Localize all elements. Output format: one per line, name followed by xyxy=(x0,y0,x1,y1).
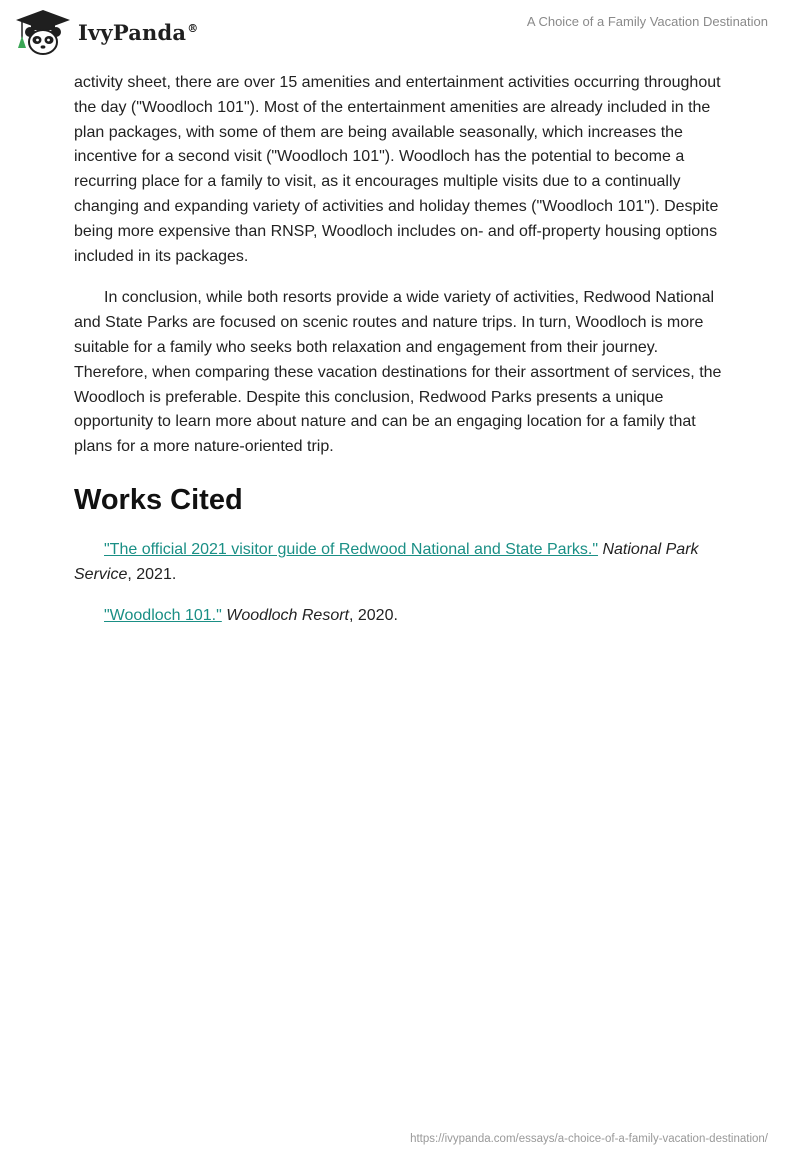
citation-source-1: National Park Service xyxy=(74,540,699,583)
page-header xyxy=(0,0,800,64)
citation-link-2[interactable]: "Woodloch 101." xyxy=(104,606,222,624)
ivypanda-logo[interactable] xyxy=(14,8,198,56)
brand-name: IvyPanda® xyxy=(78,19,199,45)
footer-url: https://ivypanda.com/essays/a-choice-of-a-family-vacation-destination/ xyxy=(410,1133,768,1145)
essay-content xyxy=(74,71,726,644)
citation-entry-1 xyxy=(74,538,726,588)
citation-year-1: , 2021. xyxy=(127,565,177,583)
works-cited-heading: Works Cited xyxy=(74,483,243,516)
panda-graduate-icon xyxy=(14,8,72,56)
citation-source-2: Woodloch Resort xyxy=(226,606,349,624)
running-title: A Choice of a Family Vacation Destination xyxy=(526,14,768,29)
body-paragraph-1: activity sheet, there are over 15 amenities and entertainment activities occurring throughout the day ("Woodloch 101"). Most of the entertainment amenities are already included in the plan packages, with some of them are being available seasonally, which increases the incentive for a second visit ("Woodloch 101"). Woodloch has the potential to become a recurring place for a family to visit, as it encourages multiple visits due to a continually changing and expanding variety of activities and holiday themes ("Woodloch 101"). Despite being more expensive than RNSP, Woodloch includes on- and off-property housing options included in its packages. xyxy=(74,74,721,265)
citation-year-2: , 2020. xyxy=(348,606,398,624)
body-paragraph-2: In conclusion, while both resorts provide a wide variety of activities, Redwood National and State Parks are focused on scenic routes and nature trips. In turn, Woodloch is more suitable for a family who seeks both relaxation and engagement from their journey. Therefore, when comparing these vacation destinations for their assortment of services, the Woodloch is preferable. Despite this conclusion, Redwood Parks presents a unique opportunity to learn more about nature and can be an engaging location for a family that plans for a more nature-oriented trip. xyxy=(74,289,722,456)
citation-entry-2 xyxy=(74,604,726,629)
citation-link-1[interactable]: "The official 2021 visitor guide of Redwood National and State Parks." xyxy=(104,540,599,558)
registered-mark: ® xyxy=(187,21,199,35)
